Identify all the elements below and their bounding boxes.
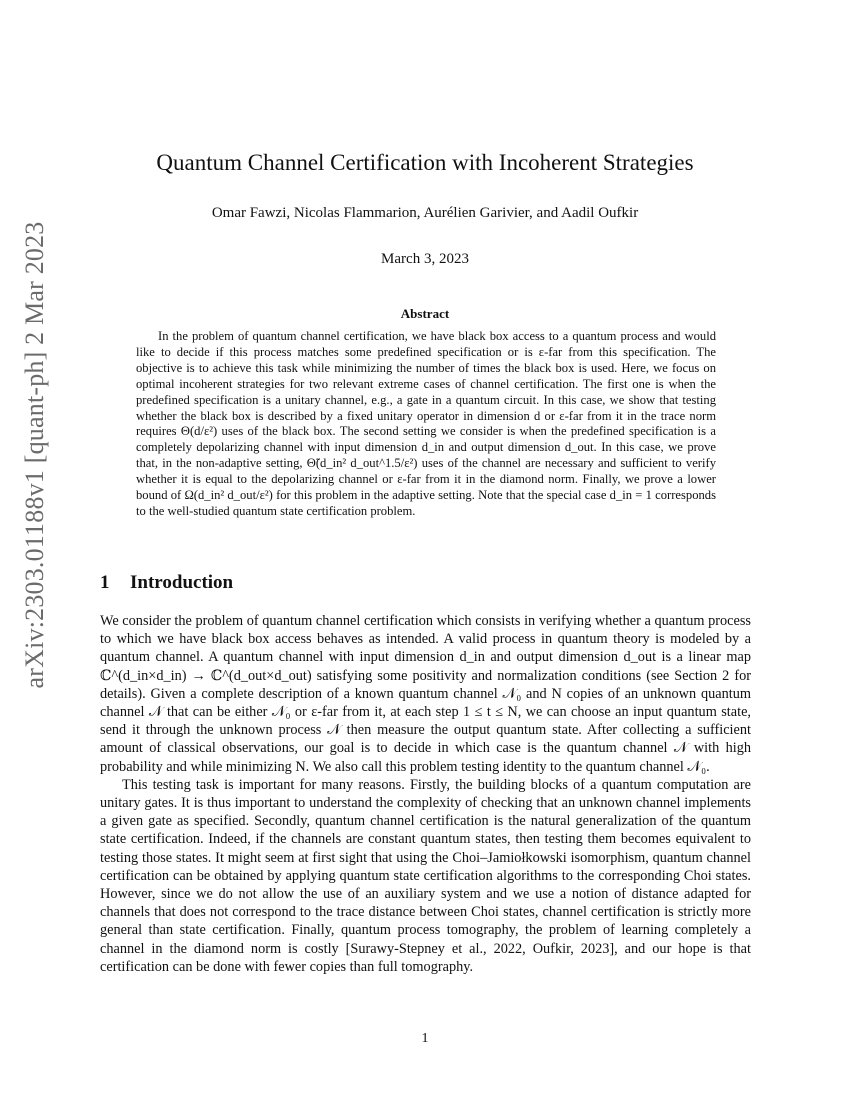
paper-title: Quantum Channel Certification with Incoherent Strategies (156, 150, 694, 175)
abstract-body (136, 329, 716, 520)
section-number: 1 (100, 572, 110, 593)
section-title: Introduction (130, 572, 234, 593)
section-heading (100, 572, 233, 594)
introduction-body (100, 612, 751, 976)
page-number: 1 (421, 1031, 429, 1046)
paper-authors: Omar Fawzi, Nicolas Flammarion, Aurélien Garivier, and Aadil Oufkir (211, 205, 639, 221)
paper-date: March 3, 2023 (381, 251, 469, 267)
abstract-text: In the problem of quantum channel certification, we have black box access to a quantum process and would like to decide if this process matches some predefined specification or is ε-far from this specification. The objective is to achieve this task while minimizing the number of times the black box is used. Here, we focus on optimal incoherent strategies for two relevant extreme cases of channel certification. The first one is when the predefined specification is a unitary channel, e.g., a gate in a quantum circuit. In this case, we show that testing whether the black box is described by a fixed unitary operator in dimension d or ε-far from it in the trace norm requires Θ(d/ε²) uses of the black box. The second setting we consider is when the predefined specification is a completely depolarizing channel with input dimension d_in and output dimension d_out. In this case, we prove that, in the non-adaptive setting, Θ̃(d_in² d_out^1.5/ε²) uses of the channel are necessary and sufficient to verify whether it is equal to the depolarizing channel or ε-far from it in the diamond norm. Finally, we prove a lower bound of Ω(d_in² d_out/ε²) for this problem in the adaptive setting. Note that the special case d_in = 1 corresponds to the well-studied quantum state certification problem. (136, 329, 716, 518)
intro-paragraph-1: We consider the problem of quantum channel certification which consists in verifying whether a quantum process to which we have black box access behaves as intended. A valid process in quantum theory is modeled by a quantum channel. A quantum channel with input dimension d_in and output dimension d_out is a linear map ℂ^(d_in×d_in) → ℂ^(d_out×d_out) satisfying some positivity and normalization conditions (see Section 2 for details). Given a complete description of a known quantum channel 𝒩₀ and N copies of an unknown quantum channel 𝒩 that can be either 𝒩₀ or ε-far from it, at each step 1 ≤ t ≤ N, we can choose an input quantum state, send it through the unknown process 𝒩 then measure the output quantum state. After collecting a sufficient amount of classical observations, our goal is to decide in which case is the quantum channel 𝒩 with high probability and while minimizing N. We also call this problem testing identity to the quantum channel 𝒩₀. (100, 613, 751, 775)
arxiv-identifier-text: arXiv:2303.01188v1 [quant-ph] 2 Mar 2023 (20, 221, 49, 689)
abstract-heading: Abstract (400, 306, 450, 321)
intro-paragraph-2: This testing task is important for many reasons. Firstly, the building blocks of a quantum computation are unitary gates. It is thus important to understand the complexity of checking that an unknown channel implements a given gate as specified. Secondly, quantum channel certification is the natural generalization of the quantum state certification. Indeed, if the channels are constant quantum states, then testing them becomes equivalent to testing those states. It might seem at first sight that using the Choi–Jamiołkowski isomorphism, quantum channel certification can be obtained by applying quantum state certification algorithms to the corresponding Choi states. However, since we do not allow the use of an auxiliary system and we use a notion of distance adapted for channels that does not correspond to the trace distance between Choi states, channel certification is strictly more general than state certification. Finally, quantum process tomography, the problem of learning completely a channel in the diamond norm is costly [Surawy-Stepney et al., 2022, Oufkir, 2023], and our hope is that certification can be done with fewer copies than full tomography. (100, 776, 751, 975)
